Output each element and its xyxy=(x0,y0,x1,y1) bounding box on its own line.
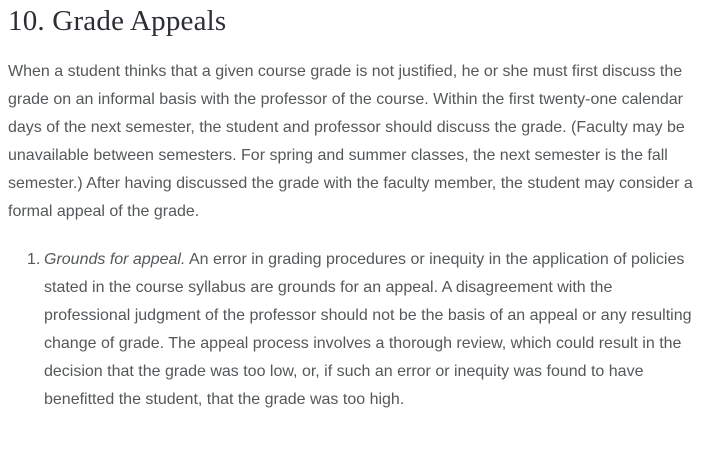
list-item xyxy=(27,246,694,414)
appeal-grounds-list xyxy=(8,246,697,414)
page-title: 10. Grade Appeals xyxy=(8,5,227,37)
intro-paragraph: When a student thinks that a given course grade is not justified, he or she must first discuss the grade on an informal basis with the professor of the course. Within the first twenty-one calendar days of the next semester, the student and professor should discuss the grade. (Faculty may be unavailable between semesters. For spring and summer classes, the next semester is the fall semester.) After having discussed the grade with the faculty member, the student may consider a formal appeal of the grade. xyxy=(8,63,693,220)
list-item-number: 1. xyxy=(27,251,41,268)
list-item-lead: Grounds for appeal. xyxy=(44,251,186,268)
list-item-text: An error in grading procedures or inequity in the application of policies stated in the course syllabus are grounds for an appeal. A disagreement with the professional judgment of the professor should not be the basis of an appeal or any resulting change of grade. The appeal process involves a thorough review, which could result in the decision that the grade was too low, or, if such an error or inequity was found to have benefitted the student, that the grade was too high. xyxy=(44,251,692,408)
